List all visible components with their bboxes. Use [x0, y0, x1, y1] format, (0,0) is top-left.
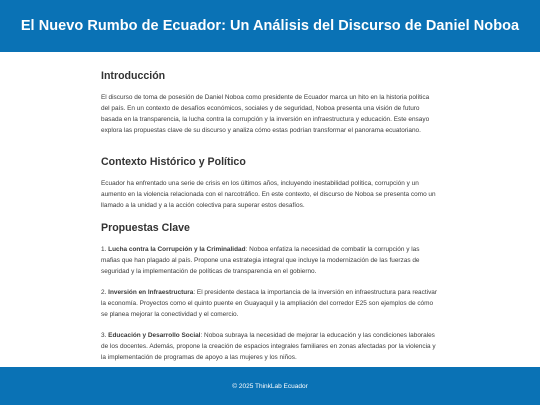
proposals-heading: Propuestas Clave [101, 222, 190, 234]
footer-copyright: © 2025 ThinkLab Ecuador [232, 382, 308, 390]
proposal-number: 2. [101, 288, 107, 296]
proposal-number: 3. [101, 331, 107, 339]
proposal-label: Educación y Desarrollo Social [108, 331, 201, 339]
proposal-label: Lucha contra la Corrupción y la Criminalidad [108, 246, 246, 253]
proposal-label: Inversión en Infraestructura [108, 288, 194, 296]
intro-paragraph: El discurso de toma de posesión de Daniel Noboa como presidente de Ecuador marca un hito en la historia política del país. En un contexto de desafíos económicos, sociales y de seguridad, Noboa presenta una visión de futuro basada en la transparencia, la lucha contra la corrupción y la inversión en infraestructura y educación. Este ensayo explora las propuestas clave de su discurso y analiza cómo estas podrían transformar el panorama ecuatoriano. [101, 94, 430, 135]
page-header [0, 0, 540, 52]
article-content [101, 52, 439, 367]
context-heading: Contexto Histórico y Político [101, 156, 246, 168]
page-title: El Nuevo Rumbo de Ecuador: Un Análisis del Discurso de Daniel Noboa [20, 18, 520, 34]
intro-section [101, 70, 439, 136]
proposal-text: : Noboa subraya la necesidad de mejorar la educación y las condiciones laborales de los docentes. Además, propone la creación de espacios integrales familiares en zonas afectadas por la violencia y la implementación de programas de apoyo a las mujeres y los niños. [101, 331, 436, 361]
intro-heading: Introducción [101, 70, 166, 82]
proposal-item [101, 244, 439, 277]
proposal-text: : El presidente destaca la importancia de la inversión en infraestructura para reactivar la economía. Proyectos como el quinto puente en Guayaquil y la ampliación del corredor E25 son ejemplos de cómo se planea mejorar la conectividad y el comercio. [101, 288, 438, 318]
context-section [101, 156, 439, 211]
proposal-item [101, 287, 439, 320]
context-paragraph: Ecuador ha enfrentado una serie de crisis en los últimos años, incluyendo inestabilidad política, corrupción y un aumento en la violencia relacionada con el narcotráfico. En este contexto, el discurso de Noboa se presenta como un llamado a la unidad y a la acción colectiva para superar estos desafíos. [101, 180, 436, 210]
proposal-text: : Noboa enfatiza la necesidad de combatir la corrupción y las mafias que han plagado al país. Propone una estrategia integral que incluye la modernización de las fuerzas de seguridad y la implementación de políticas de transparencia en el gobierno. [101, 246, 420, 276]
proposal-number: 1. [101, 246, 107, 253]
proposal-item [101, 330, 439, 363]
page-footer [0, 367, 540, 405]
